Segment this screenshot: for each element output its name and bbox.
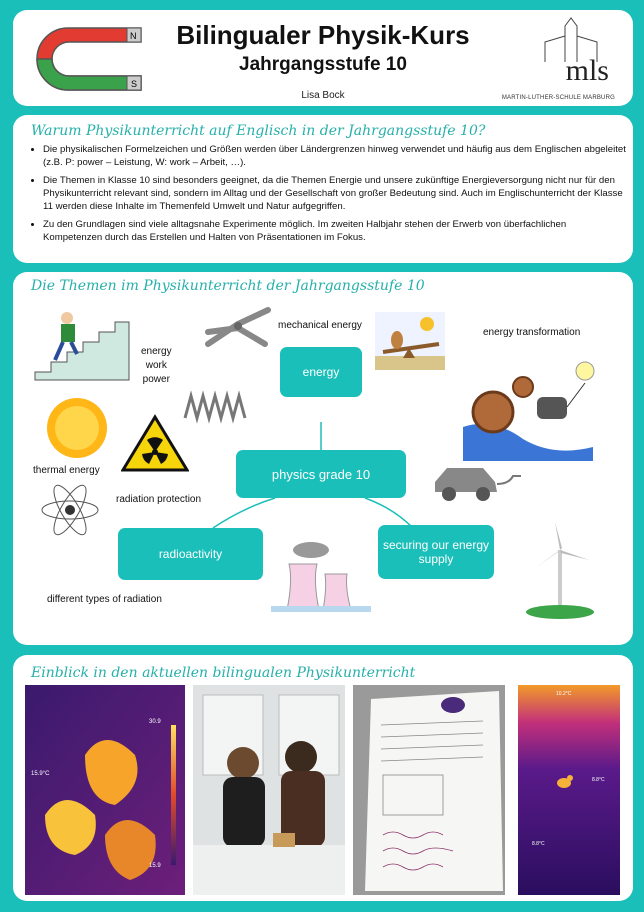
radiation-protection-label: radiation protection: [116, 494, 202, 505]
seesaw-icon: [375, 312, 445, 370]
intro-bullet: • Die physikalischen Formelzeichen und Größen werden über Ländergrenzen hinweg verwendet und häufig aus dem Englischen abgeleitet (z.B. P: power – Leistung, W: work – Arbeit, …).: [43, 143, 628, 169]
center-node: physics grade 10: [236, 450, 406, 498]
intro-bullet: • Die Themen in Klasse 10 sind besonders geeignet, da die Themen Energie und unsere zukünftige Energieversorgung nicht nur für den Physikunterricht relevant sind, sondern im Alltag und der Gesellschaft von großer Bedeutung sind. Auch im Englischunterricht der Klasse 11 werden diese Inhalte im Themenfeld Umwelt und Natur aufgegriffen.: [43, 174, 628, 213]
sun-icon: [39, 394, 115, 462]
energy-supply-node: securing our energy supply: [378, 525, 494, 579]
magnet-south-label: S: [131, 79, 138, 89]
water-wheel-generator-icon: [453, 357, 603, 462]
mechanical-energy-label: mechanical energy: [278, 320, 362, 331]
topics-heading: Die Themen im Physikunterricht der Jahrgangsstufe 10: [31, 278, 425, 294]
stair-climber-icon: [31, 304, 131, 384]
spring-icon: [181, 390, 251, 424]
intro-list: [27, 143, 628, 249]
wind-turbine-icon: [521, 520, 601, 620]
electric-car-icon: [431, 460, 523, 504]
atom-icon: [37, 480, 103, 540]
radiation-types-label: different types of radiation: [47, 594, 162, 605]
thermal1-scale-top: 30.9: [149, 719, 161, 725]
magnet-north-label: N: [130, 31, 137, 41]
energy-work-power-label: energy work power: [141, 346, 172, 385]
school-name: MARTIN-LUTHER-SCHULE MARBURG: [501, 95, 615, 101]
intro-heading: Warum Physikunterricht auf Englisch in der Jahrgangsstufe 10?: [31, 123, 486, 139]
power-plant-icon: [271, 540, 371, 612]
poster-title: Bilingualer Physik-Kurs: [176, 20, 470, 50]
thermal2-temp-mid: 8.8°C: [592, 777, 605, 783]
intro-panel: [13, 115, 633, 263]
pliers-icon: [203, 304, 273, 354]
radiation-warning-icon: [121, 414, 189, 472]
energy-transformation-label: energy transformation: [483, 327, 581, 338]
worksheet-photo: [353, 685, 505, 895]
thermal1-temp-left: 15.9°C: [31, 771, 50, 777]
author-name: Lisa Bock: [301, 90, 345, 101]
energy-node: energy: [280, 347, 362, 397]
topics-panel: [13, 272, 633, 645]
photos-panel: [13, 655, 633, 901]
header-panel: [13, 10, 633, 106]
thermal-bird-photo: [518, 685, 620, 895]
school-logo: mls: [565, 54, 609, 87]
students-experiment-photo: [193, 685, 345, 895]
thermal2-temp-bottom: 8.8°C: [532, 841, 545, 847]
thermal-hands-photo: [25, 685, 185, 895]
photos-heading: Einblick in den aktuellen bilingualen Physikunterricht: [31, 665, 416, 681]
thermal1-scale-bottom: 15.9: [149, 863, 161, 869]
thermal2-temp-top: 10.2°C: [556, 691, 572, 697]
poster-subtitle: Jahrgangsstufe 10: [239, 54, 407, 75]
thermal-energy-label: thermal energy: [33, 465, 100, 476]
radioactivity-node: radioactivity: [118, 528, 263, 580]
intro-bullet: • Zu den Grundlagen sind viele alltagsnahe Experimente möglich. Im zweiten Halbjahr stehen der Erwerb von überfachlichen Kompetenzen durch das Erstellen und Halten von Präsentationen im Fokus.: [43, 218, 628, 244]
